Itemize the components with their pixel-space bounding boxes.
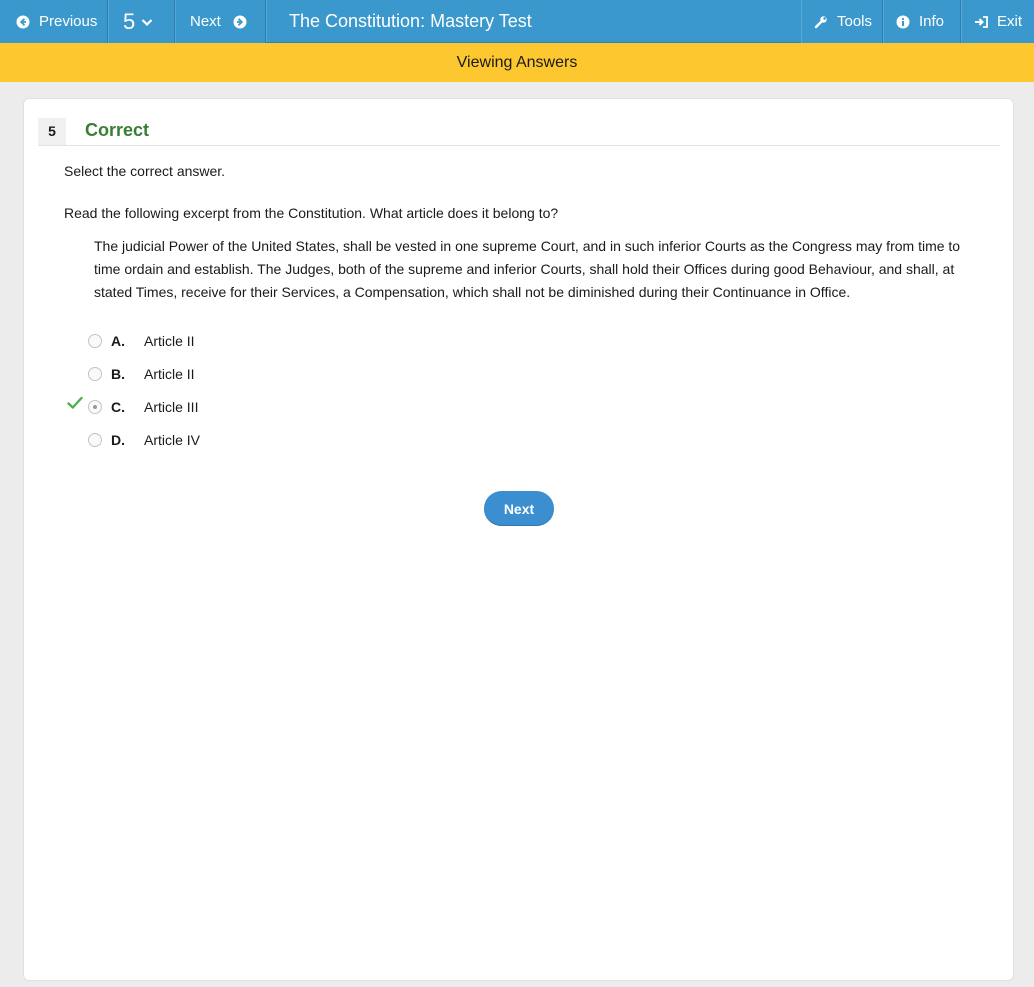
top-toolbar <box>0 0 1034 43</box>
question-prompt: Read the following excerpt from the Constitution. What article does it belong to? <box>64 205 559 221</box>
choice-letter: B. <box>111 366 125 382</box>
test-title: The Constitution: Mastery Test <box>266 0 801 42</box>
chevron-down-icon <box>141 17 153 27</box>
choice-letter: D. <box>111 432 125 448</box>
question-instruction: Select the correct answer. <box>64 163 226 179</box>
question-number-value: 5 <box>123 8 136 34</box>
choice-text: Article II <box>144 333 195 349</box>
viewing-answers-banner <box>0 43 1034 82</box>
next-question-button[interactable] <box>175 0 266 43</box>
banner-text: Viewing Answers <box>456 53 578 71</box>
arrow-right-circle-icon <box>233 15 247 29</box>
correct-check-icon <box>67 396 83 410</box>
radio-button-selected[interactable] <box>88 400 102 414</box>
answer-status: Correct <box>85 120 150 140</box>
next-label: Next <box>190 13 221 30</box>
radio-button[interactable] <box>88 433 102 447</box>
choice-letter: C. <box>111 399 125 415</box>
previous-label: Previous <box>39 13 98 30</box>
constitution-excerpt: The judicial Power of the United States, shall be vested in one supreme Court, and in such inferior Courts as the Congress may from time to time ordain and establish. The Judges, both of the supreme and inferior Courts, shall hold their Offices during good Behaviour, and shall, at stated Times, receive for their Services, a Compensation, which shall not be diminished during their Continuance in Office. <box>94 238 961 300</box>
choice-b[interactable] <box>88 364 195 384</box>
question-header <box>38 116 1000 146</box>
exit-button[interactable] <box>961 0 1034 43</box>
tools-button[interactable] <box>801 0 883 43</box>
info-button[interactable] <box>883 0 961 43</box>
choice-c[interactable] <box>88 397 198 417</box>
sign-out-icon <box>974 15 988 29</box>
choice-text: Article II <box>144 366 195 382</box>
choice-d[interactable] <box>88 430 200 450</box>
exit-label: Exit <box>997 13 1023 30</box>
choice-text: Article III <box>144 399 199 415</box>
info-label: Info <box>919 13 945 30</box>
next-button[interactable]: Next <box>484 491 554 526</box>
radio-button[interactable] <box>88 334 102 348</box>
question-number-badge: 5 <box>38 118 66 145</box>
arrow-left-circle-icon <box>16 15 30 29</box>
radio-button[interactable] <box>88 367 102 381</box>
previous-button[interactable] <box>0 0 108 43</box>
choice-text: Article IV <box>144 432 201 448</box>
tools-label: Tools <box>837 13 873 30</box>
choice-letter: A. <box>111 333 125 349</box>
question-number-dropdown[interactable] <box>108 0 175 43</box>
info-icon <box>896 15 910 29</box>
choice-a[interactable] <box>88 331 195 351</box>
wrench-icon <box>814 15 828 29</box>
question-card <box>23 98 1014 981</box>
